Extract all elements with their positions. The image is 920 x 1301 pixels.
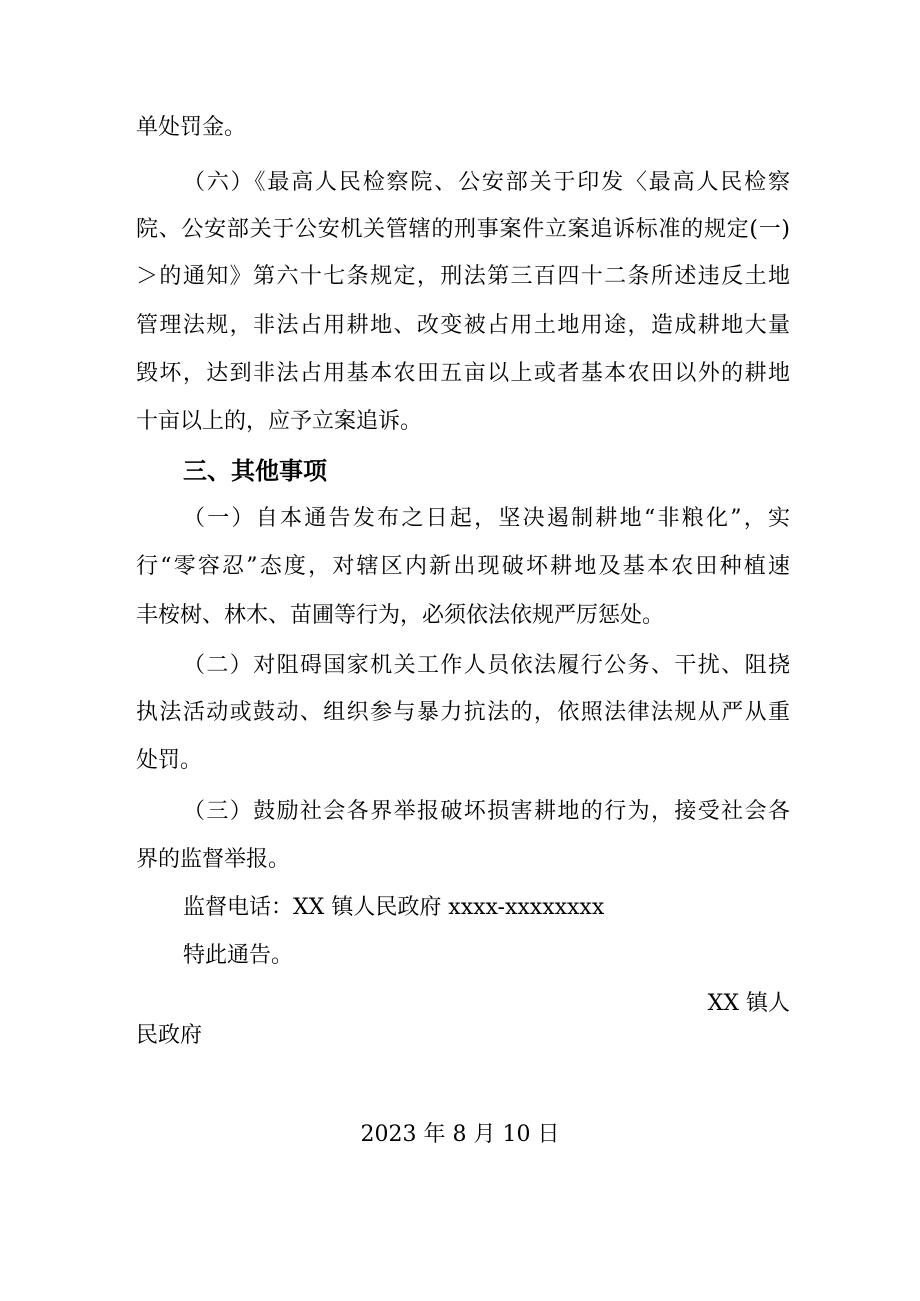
- paragraph-line: （三）鼓励社会各界举报破坏损害耕地的行为，接受社会各: [183, 799, 790, 824]
- signature-line: XX 镇人: [707, 991, 790, 1016]
- paragraph-line: 毁坏，达到非法占用基本农田五亩以上或者基本农田以外的耕地: [136, 361, 790, 386]
- paragraph-line: 十亩以上的，应予立案追诉。: [136, 409, 423, 434]
- paragraph-line: 处罚。: [136, 748, 203, 773]
- paragraph-line: （一）自本通告发布之日起，坚决遏制耕地“非粮化”，实: [183, 506, 790, 531]
- paragraph-line: 执法活动或鼓动、组织参与暴力抗法的，依照法律法规从严从重: [136, 700, 790, 725]
- paragraph-line: 界的监督举报。: [136, 847, 291, 872]
- paragraph-line: 丰桉树、林木、苗圃等行为，必须依法依规严厉惩处。: [136, 603, 665, 628]
- signature-line: 民政府: [136, 1023, 203, 1048]
- paragraph-continuation: 单处罚金。: [136, 115, 247, 140]
- closing-text: 特此通告。: [183, 943, 294, 968]
- paragraph-line: 行“零容忍”态度，对辖区内新出现破坏耕地及基本农田种植速: [136, 554, 790, 579]
- section-heading: 三、其他事项: [183, 457, 327, 485]
- paragraph-line: ＞的通知》第六十七条规定，刑法第三百四十二条所述违反土地: [136, 264, 790, 289]
- paragraph-line: （二）对阻碍国家机关工作人员依法履行公务、干扰、阻挠: [183, 653, 790, 678]
- hotline-text: 监督电话：XX 镇人民政府 xxxx-xxxxxxxx: [183, 895, 605, 920]
- paragraph-line: （六）《最高人民检察院、公安部关于印发〈最高人民检察: [183, 170, 790, 195]
- paragraph-line: 院、公安部关于公安机关管辖的刑事案件立案追诉标准的规定(一): [136, 217, 790, 242]
- document-date: 2023 年 8 月 10 日: [360, 1122, 560, 1147]
- paragraph-line: 管理法规，非法占用耕地、改变被占用土地用途，造成耕地大量: [136, 313, 790, 338]
